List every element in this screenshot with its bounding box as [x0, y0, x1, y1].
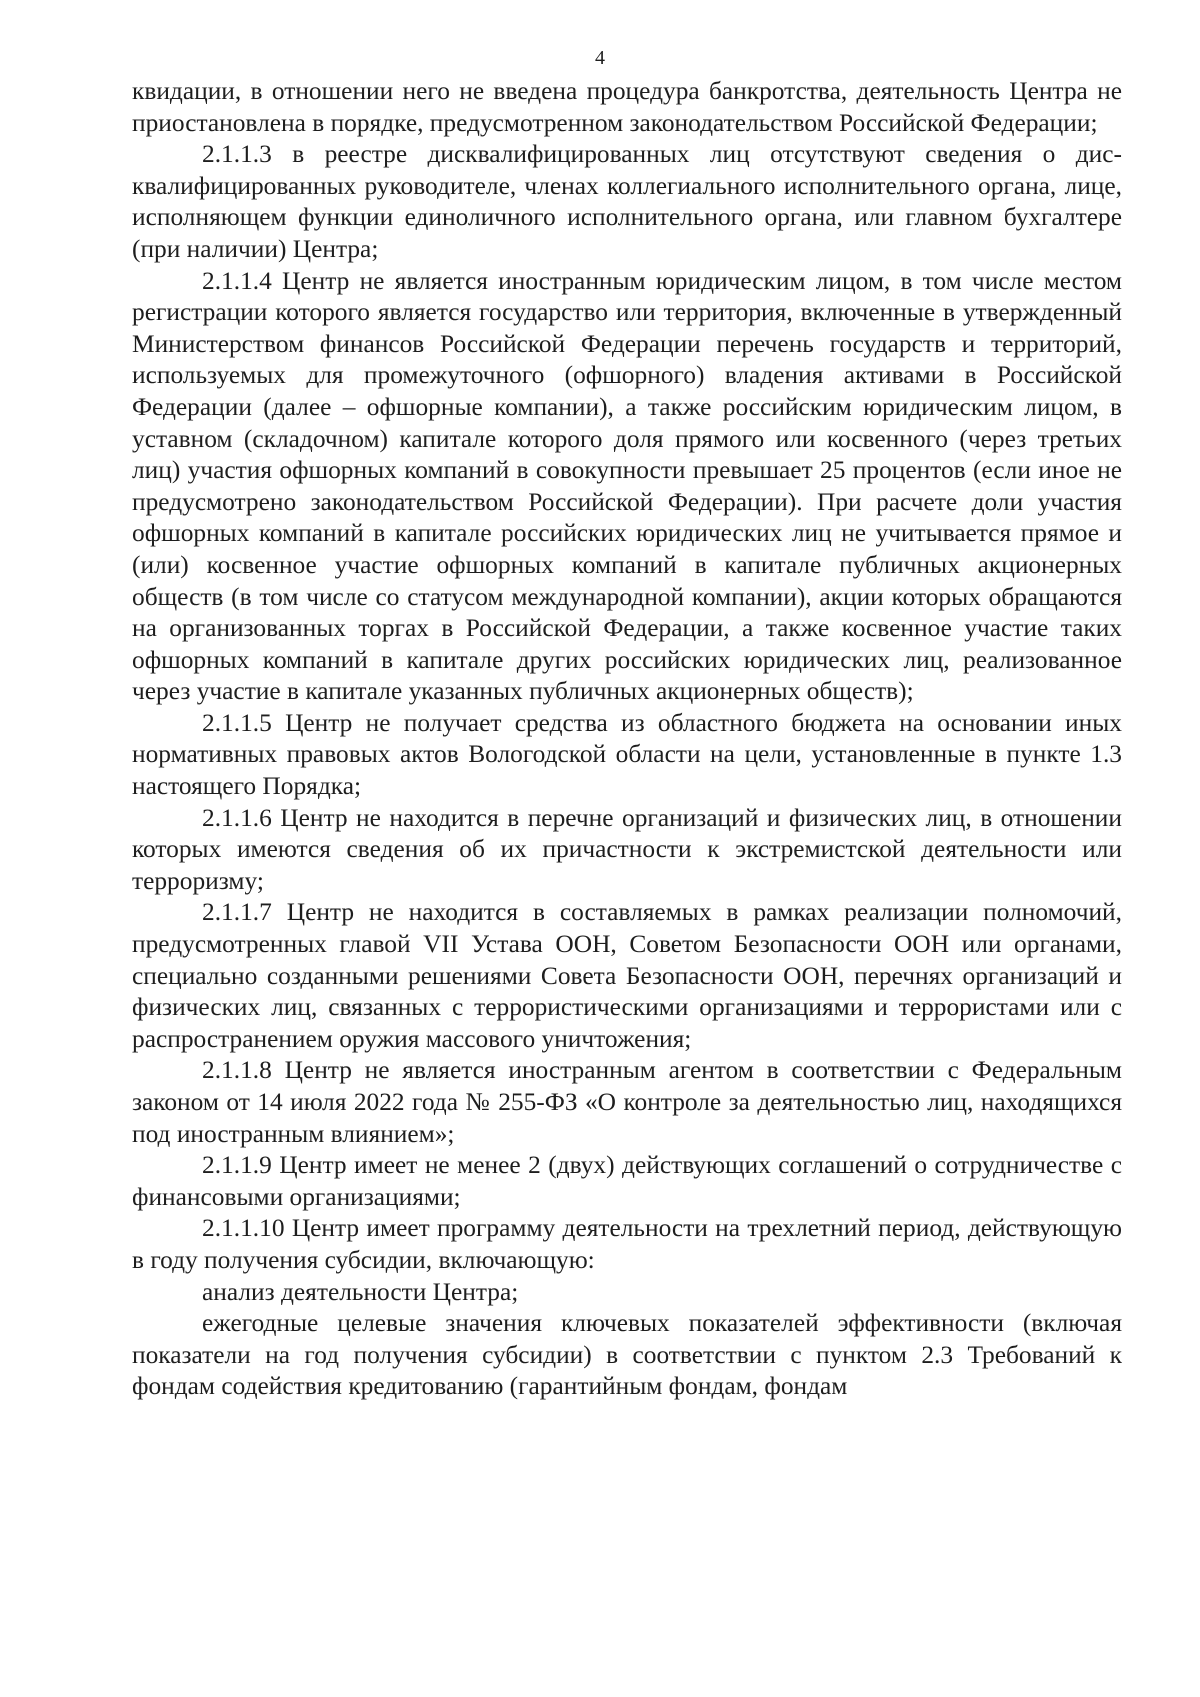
paragraph-2-1-1-10: 2.1.1.10 Центр имеет программу деятельности на трехлетний период, действующую в году получения субсидии, включающую: [132, 1214, 1122, 1274]
page-number: 4 [595, 47, 605, 69]
paragraph-2-1-1-3: 2.1.1.3 в реестре дисквалифицированных лиц отсутствуют сведения о дисквалифицированных руководителе, членах коллегиального исполнительного органа, лице, исполняющем функции единоличного исполнительного органа, или главном бухгалтере (при наличии) Центра; [132, 140, 1122, 263]
document-body [132, 76, 1122, 1403]
paragraph-2-1-1-6: 2.1.1.6 Центр не находится в перечне организаций и физических лиц, в отношении которых имеются сведения об их причастности к экстремистской деятельности или терроризму; [132, 803, 1122, 895]
list-item-targets: ежегодные целевые значения ключевых показателей эффективности (включая показатели на год получения субсидии) в соответствии с пунктом 2.3 Требований к фондам содействия кредитованию (гарантийным фондам, фондам [132, 1309, 1122, 1401]
paragraph-2-1-1-9: 2.1.1.9 Центр имеет не менее 2 (двух) действующих соглашений о сотрудничестве с финансовыми организациями; [132, 1151, 1122, 1211]
paragraph-2-1-1-7: 2.1.1.7 Центр не находится в составляемых в рамках реализации полномочий, предусмотренных главой VII Устава ООН, Советом Безопасности ООН или органами, специально созданными решениями Совета Безопасности ООН, перечнях организаций и физических лиц, связанных с террористическими организациями и террористами или с распространением оружия массового уничтожения; [132, 898, 1122, 1053]
paragraph-2-1-1-4: 2.1.1.4 Центр не является иностранным юридическим лицом, в том числе местом регистрации которого является государство или территория, включенные в утвержденный Министерством финансов Российской Федерации перечень государств и территорий, используемых для промежуточного (офшорного) владения активами в Российской Федерации (далее – офшорные компании), а также российским юридическим лицом, в уставном (складочном) капитале которого доля прямого или косвенного (через третьих лиц) участия офшорных компаний в совокупности превышает 25 процентов (если иное не предусмотрено законодательством Российской Федерации). При расчете доли участия офшорных компаний в капитале российских юридических лиц не учитывается прямое и (или) косвенное участие офшорных компаний в капитале публичных акционерных обществ (в том числе со статусом международной компании), акции которых обращаются на организованных торгах в Российской Федерации, а также косвенное участие таких офшорных компаний в капитале других российских юридических лиц, реализованное через участие в капитале указанных публичных акционерных обществ); [132, 266, 1122, 706]
list-item-analysis: анализ деятельности Центра; [202, 1277, 519, 1306]
paragraph-2-1-1-8: 2.1.1.8 Центр не является иностранным агентом в соответствии с Федеральным законом от 14 июля 2022 года № 255-ФЗ «О контроле за деятельностью лиц, находящихся под иностранным влиянием»; [132, 1056, 1122, 1148]
paragraph-continuation: квидации, в отношении него не введена процедура банкротства, деятельность Центра не приостановлена в порядке, предусмотренном законодательством Российской Федерации; [132, 77, 1122, 137]
paragraph-2-1-1-5: 2.1.1.5 Центр не получает средства из областного бюджета на основании иных нормативных правовых актов Вологодской области на цели, установленные в пункте 1.3 настоящего Порядка; [132, 708, 1122, 801]
